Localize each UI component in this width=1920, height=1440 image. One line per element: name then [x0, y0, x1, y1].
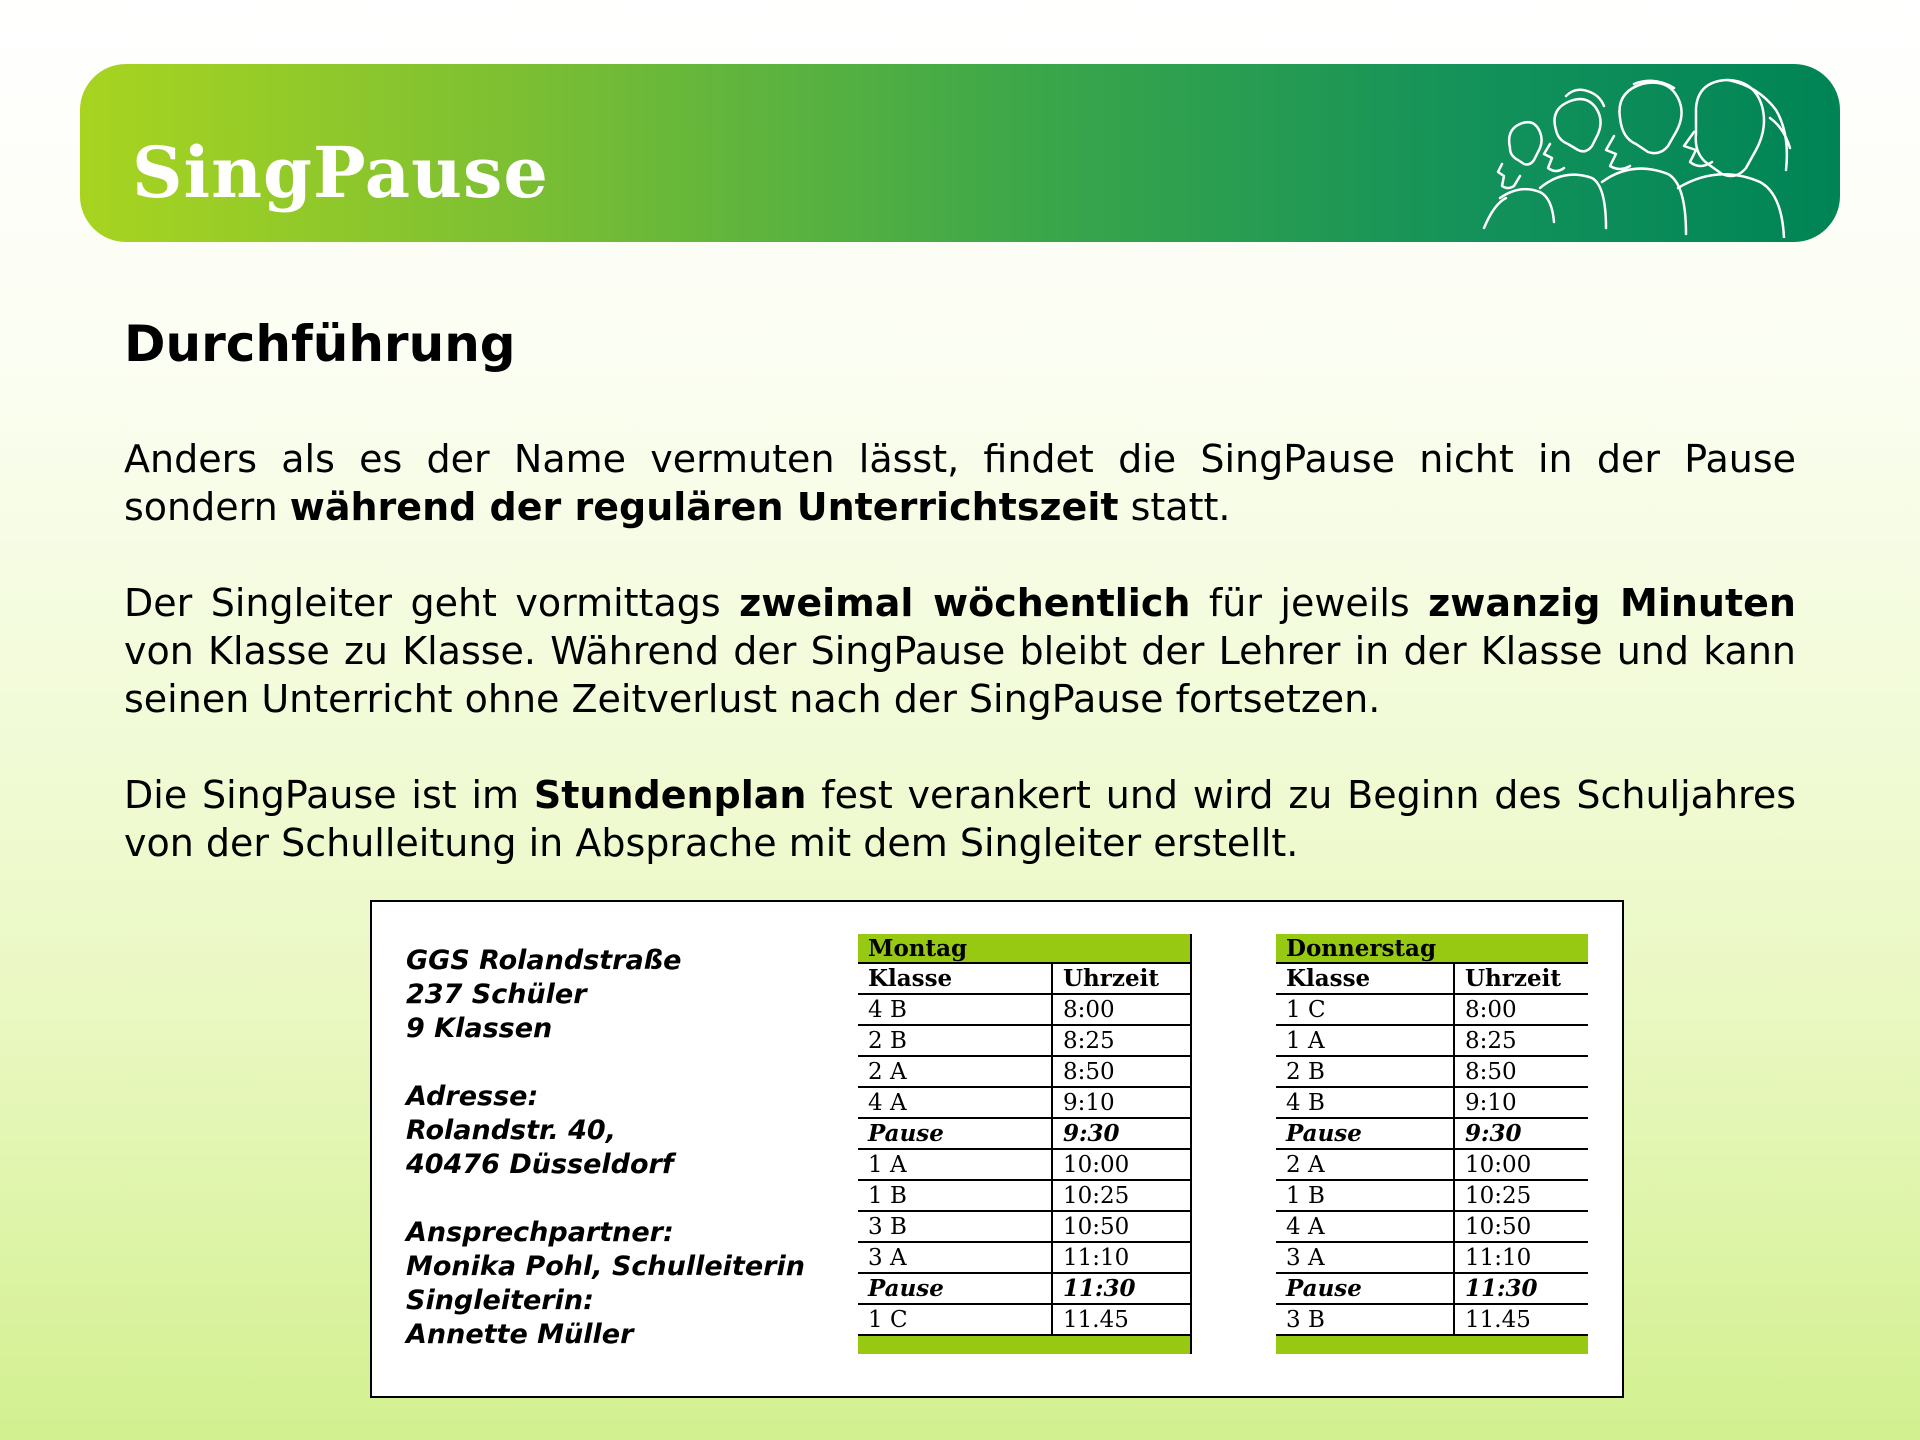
column-header-uhrzeit: Uhrzeit: [1052, 963, 1191, 994]
class-cell: 4 B: [1276, 1087, 1454, 1118]
table-row: [1276, 1118, 1588, 1149]
table-row: [858, 1056, 1191, 1087]
school-info: [406, 944, 805, 1352]
table-row: [858, 1304, 1191, 1335]
class-cell: 3 B: [858, 1211, 1052, 1242]
emphasis-run: zweimal wöchentlich: [739, 581, 1191, 625]
class-cell: 2 B: [858, 1025, 1052, 1056]
table-row: [1276, 1087, 1588, 1118]
school-students: 237 Schüler: [406, 979, 587, 1010]
time-cell: 8:25: [1454, 1025, 1588, 1056]
time-cell: 11:10: [1454, 1242, 1588, 1273]
contact-name: Monika Pohl, Schulleiterin: [406, 1251, 805, 1282]
table-row: [858, 1180, 1191, 1211]
time-cell: 11:30: [1052, 1273, 1191, 1304]
time-cell: 10:25: [1454, 1180, 1588, 1211]
table-row: [1276, 1242, 1588, 1273]
time-cell: 9:30: [1052, 1118, 1191, 1149]
time-cell: 8:00: [1454, 994, 1588, 1025]
time-cell: 9:10: [1454, 1087, 1588, 1118]
table-row: [1276, 994, 1588, 1025]
table-row: [1276, 1180, 1588, 1211]
class-cell: 1 C: [1276, 994, 1454, 1025]
class-cell: 1 B: [858, 1180, 1052, 1211]
table-row: [858, 1087, 1191, 1118]
section-heading: Durchführung: [124, 315, 516, 373]
time-cell: 8:50: [1454, 1056, 1588, 1087]
table-footer-bar: [858, 1335, 1191, 1354]
time-cell: 11.45: [1052, 1304, 1191, 1335]
column-header-klasse: Klasse: [858, 963, 1052, 994]
class-cell: Pause: [858, 1118, 1052, 1149]
class-cell: 1 A: [1276, 1025, 1454, 1056]
table-row: [858, 1118, 1191, 1149]
table-row: [1276, 1273, 1588, 1304]
time-cell: 10:00: [1454, 1149, 1588, 1180]
time-cell: 10:50: [1052, 1211, 1191, 1242]
class-cell: Pause: [1276, 1118, 1454, 1149]
class-cell: 4 A: [858, 1087, 1052, 1118]
day-header-thursday: Donnerstag: [1276, 934, 1588, 963]
monday-table: [858, 934, 1192, 1354]
time-cell: 9:10: [1052, 1087, 1191, 1118]
paragraph-timing: [124, 435, 1796, 531]
time-cell: 10:00: [1052, 1149, 1191, 1180]
text-run: Die SingPause ist im: [124, 773, 534, 817]
emphasis-run: während der regulären Unterrichtszeit: [289, 485, 1119, 529]
table-row: [1276, 1056, 1588, 1087]
emphasis-run: zwanzig Minuten: [1428, 581, 1796, 625]
class-cell: 1 A: [858, 1149, 1052, 1180]
class-cell: 3 A: [858, 1242, 1052, 1273]
time-cell: 10:25: [1052, 1180, 1191, 1211]
table-row: [1276, 1211, 1588, 1242]
column-header-klasse: Klasse: [1276, 963, 1454, 994]
class-cell: Pause: [858, 1273, 1052, 1304]
class-cell: Pause: [1276, 1273, 1454, 1304]
time-cell: 8:50: [1052, 1056, 1191, 1087]
table-row: [1276, 1304, 1588, 1335]
address-city: 40476 Düsseldorf: [406, 1149, 674, 1180]
time-cell: 11:10: [1052, 1242, 1191, 1273]
time-cell: 10:50: [1454, 1211, 1588, 1242]
class-cell: 3 A: [1276, 1242, 1454, 1273]
class-cell: 1 C: [858, 1304, 1052, 1335]
column-header-uhrzeit: Uhrzeit: [1454, 963, 1588, 994]
time-cell: 8:25: [1052, 1025, 1191, 1056]
text-run: für jeweils: [1190, 581, 1429, 625]
thursday-table: [1276, 934, 1588, 1354]
school-classes: 9 Klassen: [406, 1013, 553, 1044]
schedule-box: [370, 900, 1624, 1398]
leader-label: Singleiterin:: [406, 1285, 594, 1316]
contact-label: Ansprechpartner:: [406, 1217, 674, 1248]
singing-children-illustration: [1470, 78, 1800, 238]
paragraph-frequency: [124, 579, 1796, 723]
brand-title: SingPause: [132, 131, 549, 214]
class-cell: 2 A: [1276, 1149, 1454, 1180]
table-row: [858, 994, 1191, 1025]
address-label: Adresse:: [406, 1081, 539, 1112]
address-street: Rolandstr. 40,: [406, 1115, 616, 1146]
table-row: [858, 1025, 1191, 1056]
class-cell: 2 B: [1276, 1056, 1454, 1087]
table-footer-bar: [1276, 1335, 1588, 1354]
day-header-monday: Montag: [858, 934, 1191, 963]
emphasis-run: Stundenplan: [533, 773, 807, 817]
text-run: von Klasse zu Klasse. Während der SingPause bleibt der Lehrer in der Klasse und kann seinen Unterricht ohne Zeitverlust nach der SingPause fortsetzen.: [124, 629, 1796, 721]
paragraph-timetable: [124, 771, 1796, 867]
class-cell: 4 B: [858, 994, 1052, 1025]
table-row: [1276, 1025, 1588, 1056]
class-cell: 1 B: [1276, 1180, 1454, 1211]
table-row: [858, 1149, 1191, 1180]
text-run: statt.: [1118, 485, 1231, 529]
header-banner: [80, 64, 1840, 242]
table-row: [858, 1211, 1191, 1242]
leader-name: Annette Müller: [406, 1319, 634, 1350]
text-run: Anders als es der Name vermuten lässt, findet die SingPause nicht in der Pause sondern: [124, 437, 1796, 529]
table-row: [858, 1273, 1191, 1304]
school-name: GGS Rolandstraße: [406, 945, 682, 976]
text-run: fest verankert und wird zu Beginn des Schuljahres von der Schulleitung in Absprache mit dem Singleiter erstellt.: [124, 773, 1796, 865]
time-cell: 8:00: [1052, 994, 1191, 1025]
time-cell: 11:30: [1454, 1273, 1588, 1304]
class-cell: 4 A: [1276, 1211, 1454, 1242]
time-cell: 11.45: [1454, 1304, 1588, 1335]
class-cell: 2 A: [858, 1056, 1052, 1087]
class-cell: 3 B: [1276, 1304, 1454, 1335]
text-run: Der Singleiter geht vormittags: [124, 581, 740, 625]
table-row: [858, 1242, 1191, 1273]
table-row: [1276, 1149, 1588, 1180]
time-cell: 9:30: [1454, 1118, 1588, 1149]
